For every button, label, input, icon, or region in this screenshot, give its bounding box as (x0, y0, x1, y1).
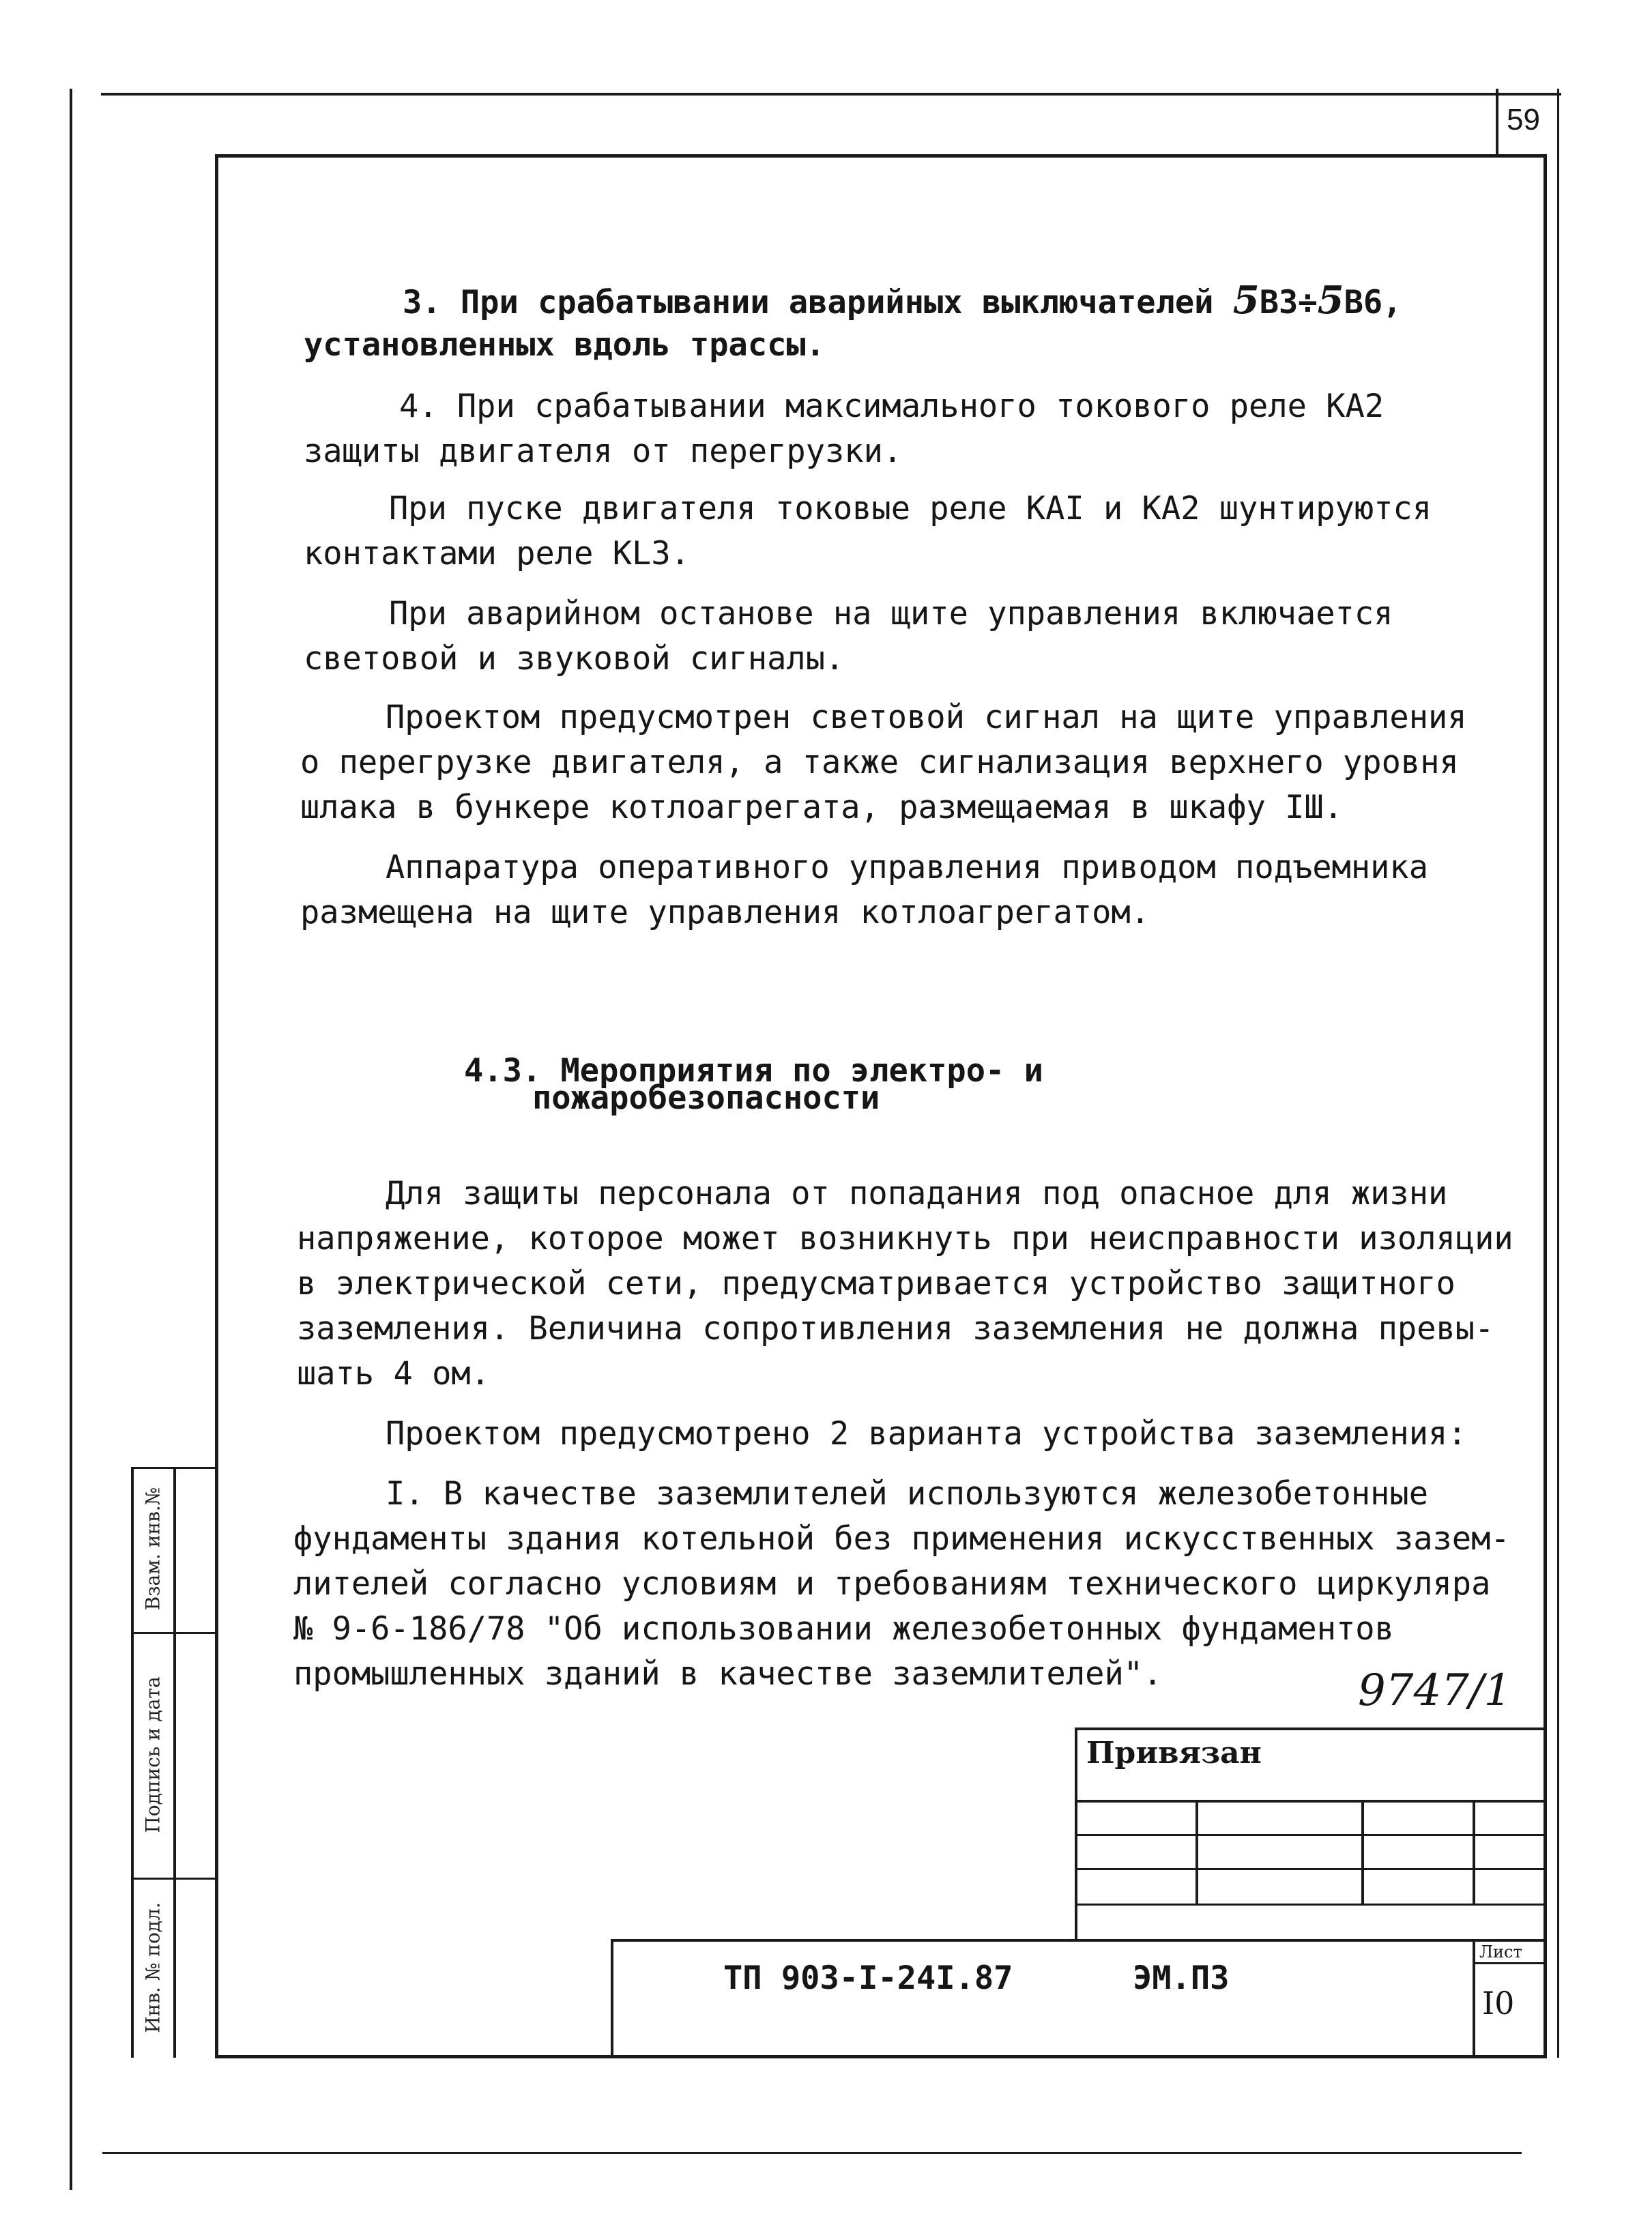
paragraph-7-line-1: Проектом предусмотрен световой сигнал на щите управления (386, 699, 1467, 736)
paragraph-6-line-1: При аварийном останове на щите управления включается (389, 595, 1393, 632)
page-number-box-right (1557, 89, 1559, 154)
inv-original-label: Инв. № подл. (141, 1902, 164, 2033)
paragraph-7-line-2: о перегрузке двигателя, а также сигнализация верхнего уровня (300, 744, 1459, 781)
stamp-grid-col-3 (1473, 1800, 1475, 1904)
paragraph-4-line-1: 4. При срабатывании максимального токового реле КА2 (399, 388, 1385, 425)
section-paragraph-1-line-4: заземления. Величина сопротивления заземления не должна превы- (297, 1310, 1494, 1347)
paragraph-4-line-2: защиты двигателя от перегрузки. (304, 433, 903, 470)
stamp-lower-left (611, 1939, 613, 2058)
paragraph-7-line-3: шлака в бункере котлоагрегата, размещаемая в шкафу IШ. (300, 789, 1344, 826)
paragraph-8-line-1: Аппаратура оперативного управления приводом подъемника (386, 849, 1429, 886)
stamp-doc-code: ТП 903-I-24I.87 (723, 1959, 1013, 1997)
side-strip-left (131, 1467, 134, 2058)
section-heading-line-2: пожаробезопасности (532, 1079, 880, 1117)
section-paragraph-1-line-5: шать 4 ом. (297, 1355, 490, 1393)
top-border (101, 93, 1561, 96)
stamp-grid-col-2 (1361, 1800, 1364, 1904)
inner-frame-top (215, 154, 1547, 158)
side-strip-right (173, 1467, 176, 2058)
stamp-sheet-divider (1473, 1962, 1546, 1964)
replace-inv-label: Взам. инв.№ (141, 1487, 164, 1611)
stamp-doc-mark: ЭМ.ПЗ (1133, 1959, 1230, 1997)
paragraph-3-handwritten-a: 5 (1232, 278, 1260, 323)
section-heading-line-1: 4.3. Мероприятия по электро- и (464, 1052, 1043, 1090)
page-number: 59 (1507, 103, 1540, 136)
stamp-grid-row-4 (1075, 1904, 1546, 1906)
signature-date-label: Подпись и дата (141, 1676, 164, 1833)
stamp-grid-col-1 (1195, 1800, 1198, 1904)
section-paragraph-3-line-2: фундаменты здания котельной без применения искусственных зазем- (293, 1520, 1510, 1558)
stamp-upper-top (1075, 1727, 1546, 1730)
paragraph-5-line-2: контактами реле KL3. (304, 535, 690, 572)
paragraph-8-line-2: размещена на щите управления котлоагрегатом. (300, 894, 1150, 931)
stamp-lower-top (611, 1939, 1546, 1942)
outer-left-border (70, 89, 72, 2190)
paragraph-5-line-1: При пуске двигателя токовые реле КАI и КА2 шунтируются (389, 490, 1432, 527)
paragraph-3-handwritten-b: 5 (1317, 278, 1344, 323)
inner-frame-left (215, 154, 218, 2058)
side-strip-top (131, 1467, 217, 1469)
section-paragraph-1-line-3: в электрической сети, предусматривается устройство защитного (297, 1265, 1455, 1302)
paragraph-3-text-c: В6, (1344, 284, 1402, 321)
section-paragraph-2-line-1: Проектом предусмотрено 2 варианта устройства заземления: (386, 1415, 1467, 1453)
paragraph-3-text-a: 3. При срабатывании аварийных выключателей (403, 284, 1233, 321)
inner-frame-bottom (215, 2055, 1547, 2058)
inner-frame-right (1544, 154, 1547, 2058)
section-paragraph-1-line-1: Для защиты персонала от попадания под опасное для жизни (386, 1175, 1448, 1212)
bottom-scan-line (102, 2152, 1522, 2154)
stamp-upper-left (1075, 1727, 1077, 1939)
section-paragraph-3-line-4: № 9-6-186/78 "Об использовании железобетонных фундаментов (293, 1610, 1394, 1648)
side-strip-divider-2 (131, 1878, 217, 1880)
stamp-sheet-number: I0 (1482, 1985, 1515, 2022)
side-strip-divider-1 (131, 1632, 217, 1634)
paragraph-3-line-2: установленных вдоль трассы. (304, 326, 826, 364)
stamp-bound-label: Привязан (1086, 1736, 1262, 1770)
paragraph-3-line-1 (403, 280, 1402, 323)
page-number-box-left (1496, 89, 1498, 154)
inner-frame-right-outer (1557, 154, 1559, 2058)
stamp-sheet-col (1473, 1939, 1475, 2058)
stamp-sheet-label: Лист (1479, 1942, 1522, 1962)
handwritten-number: 9747/1 (1358, 1665, 1512, 1716)
section-paragraph-1-line-2: напряжение, которое может возникнуть при неисправности изоляции (297, 1220, 1513, 1257)
section-paragraph-3-line-3: лителей согласно условиям и требованиям технического циркуляра (293, 1565, 1491, 1603)
section-paragraph-3-line-1: I. В качестве заземлителей используются железобетонные (386, 1475, 1429, 1513)
paragraph-6-line-2: световой и звуковой сигналы. (304, 640, 845, 677)
paragraph-3-text-b: В3÷ (1259, 284, 1318, 321)
section-paragraph-3-line-5: промышленных зданий в качестве заземлителей". (293, 1655, 1163, 1693)
